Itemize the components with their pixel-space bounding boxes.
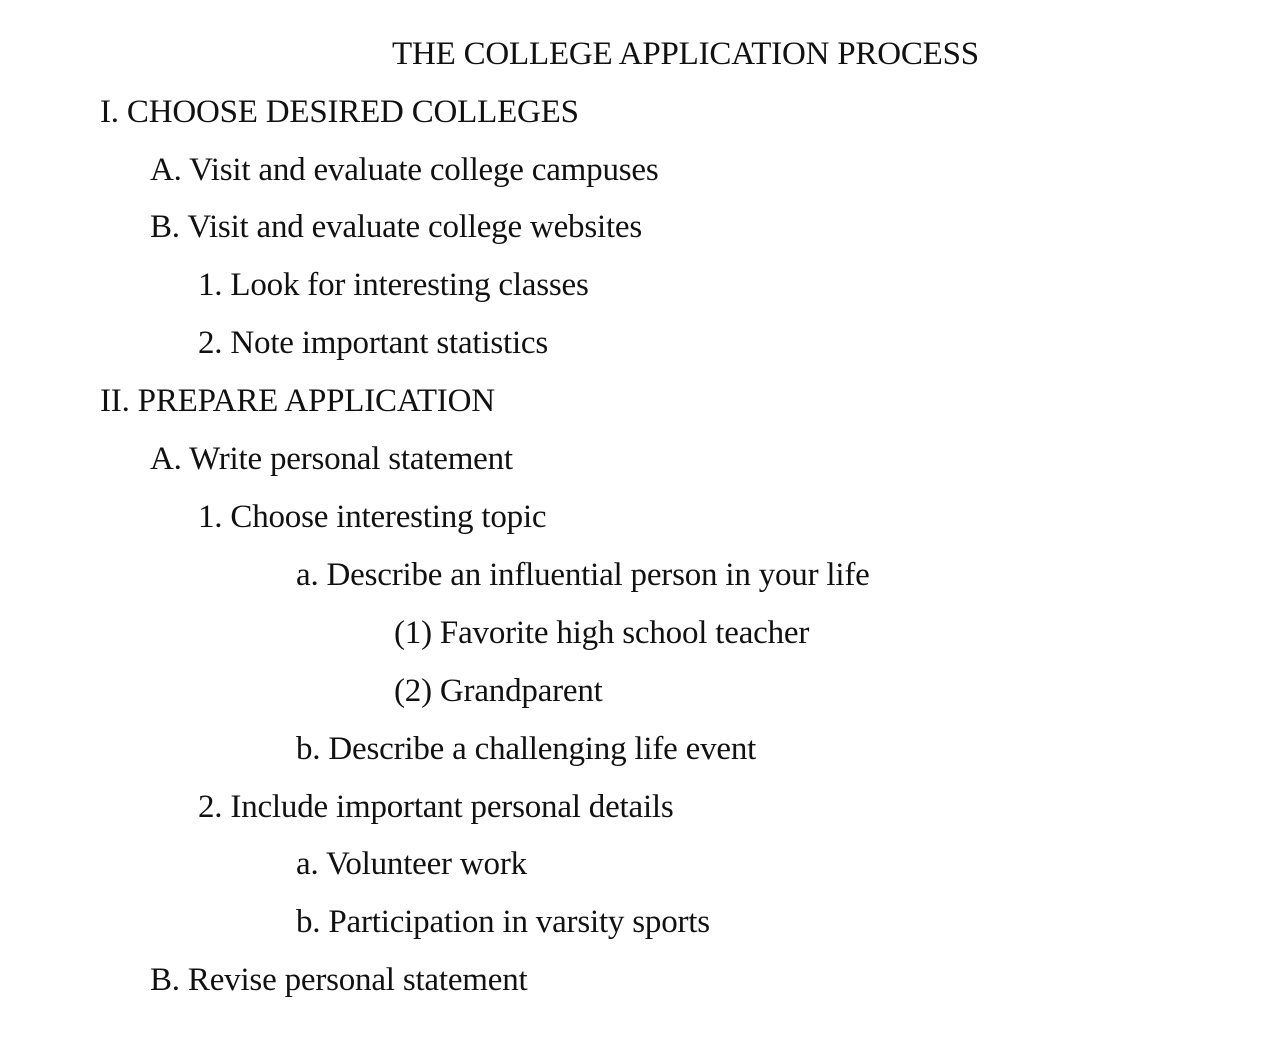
outline-item: A. Visit and evaluate college campuses [150, 152, 659, 188]
outline-item: B. Visit and evaluate college websites [150, 209, 643, 245]
outline-item: 2. Include important personal details [198, 789, 674, 825]
outline-item: b. Describe a challenging life event [296, 731, 757, 767]
document-title: THE COLLEGE APPLICATION PROCESS [392, 36, 979, 72]
outline-item: A. Write personal statement [150, 441, 513, 477]
outline-heading-2: II. PREPARE APPLICATION [100, 383, 495, 419]
outline-item: a. Describe an influential person in your life [296, 557, 870, 593]
outline-item: B. Revise personal statement [150, 962, 528, 998]
outline-item: (1) Favorite high school teacher [394, 615, 810, 651]
outline-item: 1. Look for interesting classes [198, 267, 589, 303]
outline-item: 2. Note important statistics [198, 325, 549, 361]
outline-item: (2) Grandparent [394, 673, 603, 709]
outline-item: a. Volunteer work [296, 846, 527, 882]
outline-item: b. Participation in varsity sports [296, 904, 710, 940]
outline-heading-1: I. CHOOSE DESIRED COLLEGES [100, 94, 579, 130]
outline-item: 1. Choose interesting topic [198, 499, 547, 535]
